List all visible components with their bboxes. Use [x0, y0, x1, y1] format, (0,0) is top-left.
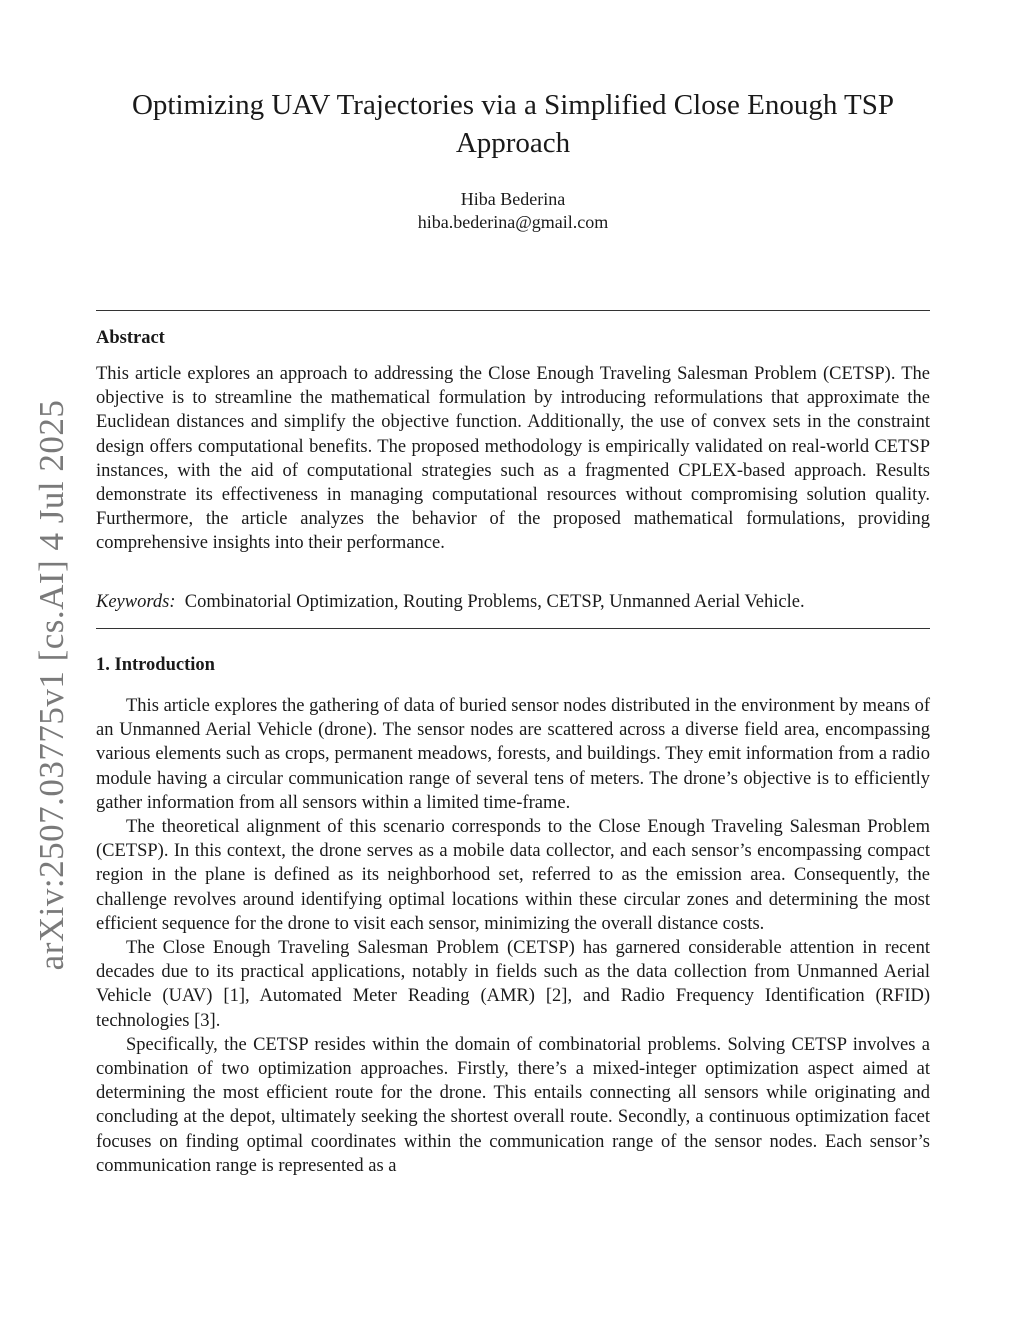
keywords-line [96, 590, 930, 614]
paper-title: Optimizing UAV Trajectories via a Simplified Close Enough TSP Approach [131, 89, 895, 159]
abstract-heading: Abstract [96, 328, 165, 348]
bottom-divider [96, 628, 930, 629]
arxiv-identifier: arXiv:2507.03775v1 [cs.AI] 4 Jul 2025 [32, 399, 71, 971]
author-email: hiba.bederina@gmail.com [417, 212, 609, 232]
introduction-heading: 1. Introduction [96, 655, 215, 675]
intro-paragraph-3: The Close Enough Traveling Salesman Problem (CETSP) has garnered considerable attention in recent decades due to its practical applications, notably in fields such as the data collection from Unmanned Aerial Vehicle (UAV) [1], Automated Meter Reading (AMR) [2], and Radio Frequency Identification (RFID) technologies [3]. [96, 938, 930, 1031]
keywords-text: Combinatorial Optimization, Routing Problems, CETSP, Unmanned Aerial Vehicle. [184, 592, 805, 612]
author-name: Hiba Bederina [460, 189, 566, 209]
abstract-text: This article explores an approach to addressing the Close Enough Traveling Salesman Problem (CETSP). The objective is to streamline the mathematical formulation by introducing reformulations that approximate the Euclidean distances and simplify the objective function. Additionally, the use of convex sets in the constraint design offers computational benefits. The proposed methodology is empirically validated on real-world CETSP instances, with the aid of computational strategies such as a fragmented CPLEX-based approach. Results demonstrate its effectiveness in managing computational resources without compromising solution quality. Furthermore, the article analyzes the behavior of the proposed mathematical formulations, providing comprehensive insights into their performance. [96, 364, 930, 554]
intro-paragraph-1: This article explores the gathering of data of buried sensor nodes distributed in the environment by means of an Unmanned Aerial Vehicle (drone). The sensor nodes are scattered across a diverse field area, encompassing various elements such as crops, permanent meadows, forests, and buildings. They emit information from a radio module having a circular communication range of several tens of meters. The drone’s objective is to efficiently gather information from all sensors within a limited time-frame. [96, 696, 930, 813]
keywords-label: Keywords: [96, 592, 176, 612]
intro-paragraph-2: The theoretical alignment of this scenario corresponds to the Close Enough Traveling Salesman Problem (CETSP). In this context, the drone serves as a mobile data collector, and each sensor’s encompassing compact region in the plane is defined as its neighborhood set, referred to as the emission area. Consequently, the challenge revolves around identifying optimal locations within these circular zones and determining the most efficient sequence for the drone to visit each sensor, minimizing the overall distance costs. [96, 817, 930, 934]
author-block [96, 188, 930, 234]
introduction-body [96, 694, 930, 1178]
intro-paragraph-4: Specifically, the CETSP resides within the domain of combinatorial problems. Solving CETSP involves a combination of two optimization approaches. Firstly, there’s a mixed-integer optimization aspect aimed at determining the most efficient route for the drone. This entails connecting all sensors while originating and concluding at the depot, ultimately seeking the shortest overall route. Secondly, a continuous optimization facet focuses on finding optimal coordinates within the communication range of the sensor nodes. Each sensor’s communication range is represented as a [96, 1034, 930, 1176]
top-divider [96, 310, 930, 311]
